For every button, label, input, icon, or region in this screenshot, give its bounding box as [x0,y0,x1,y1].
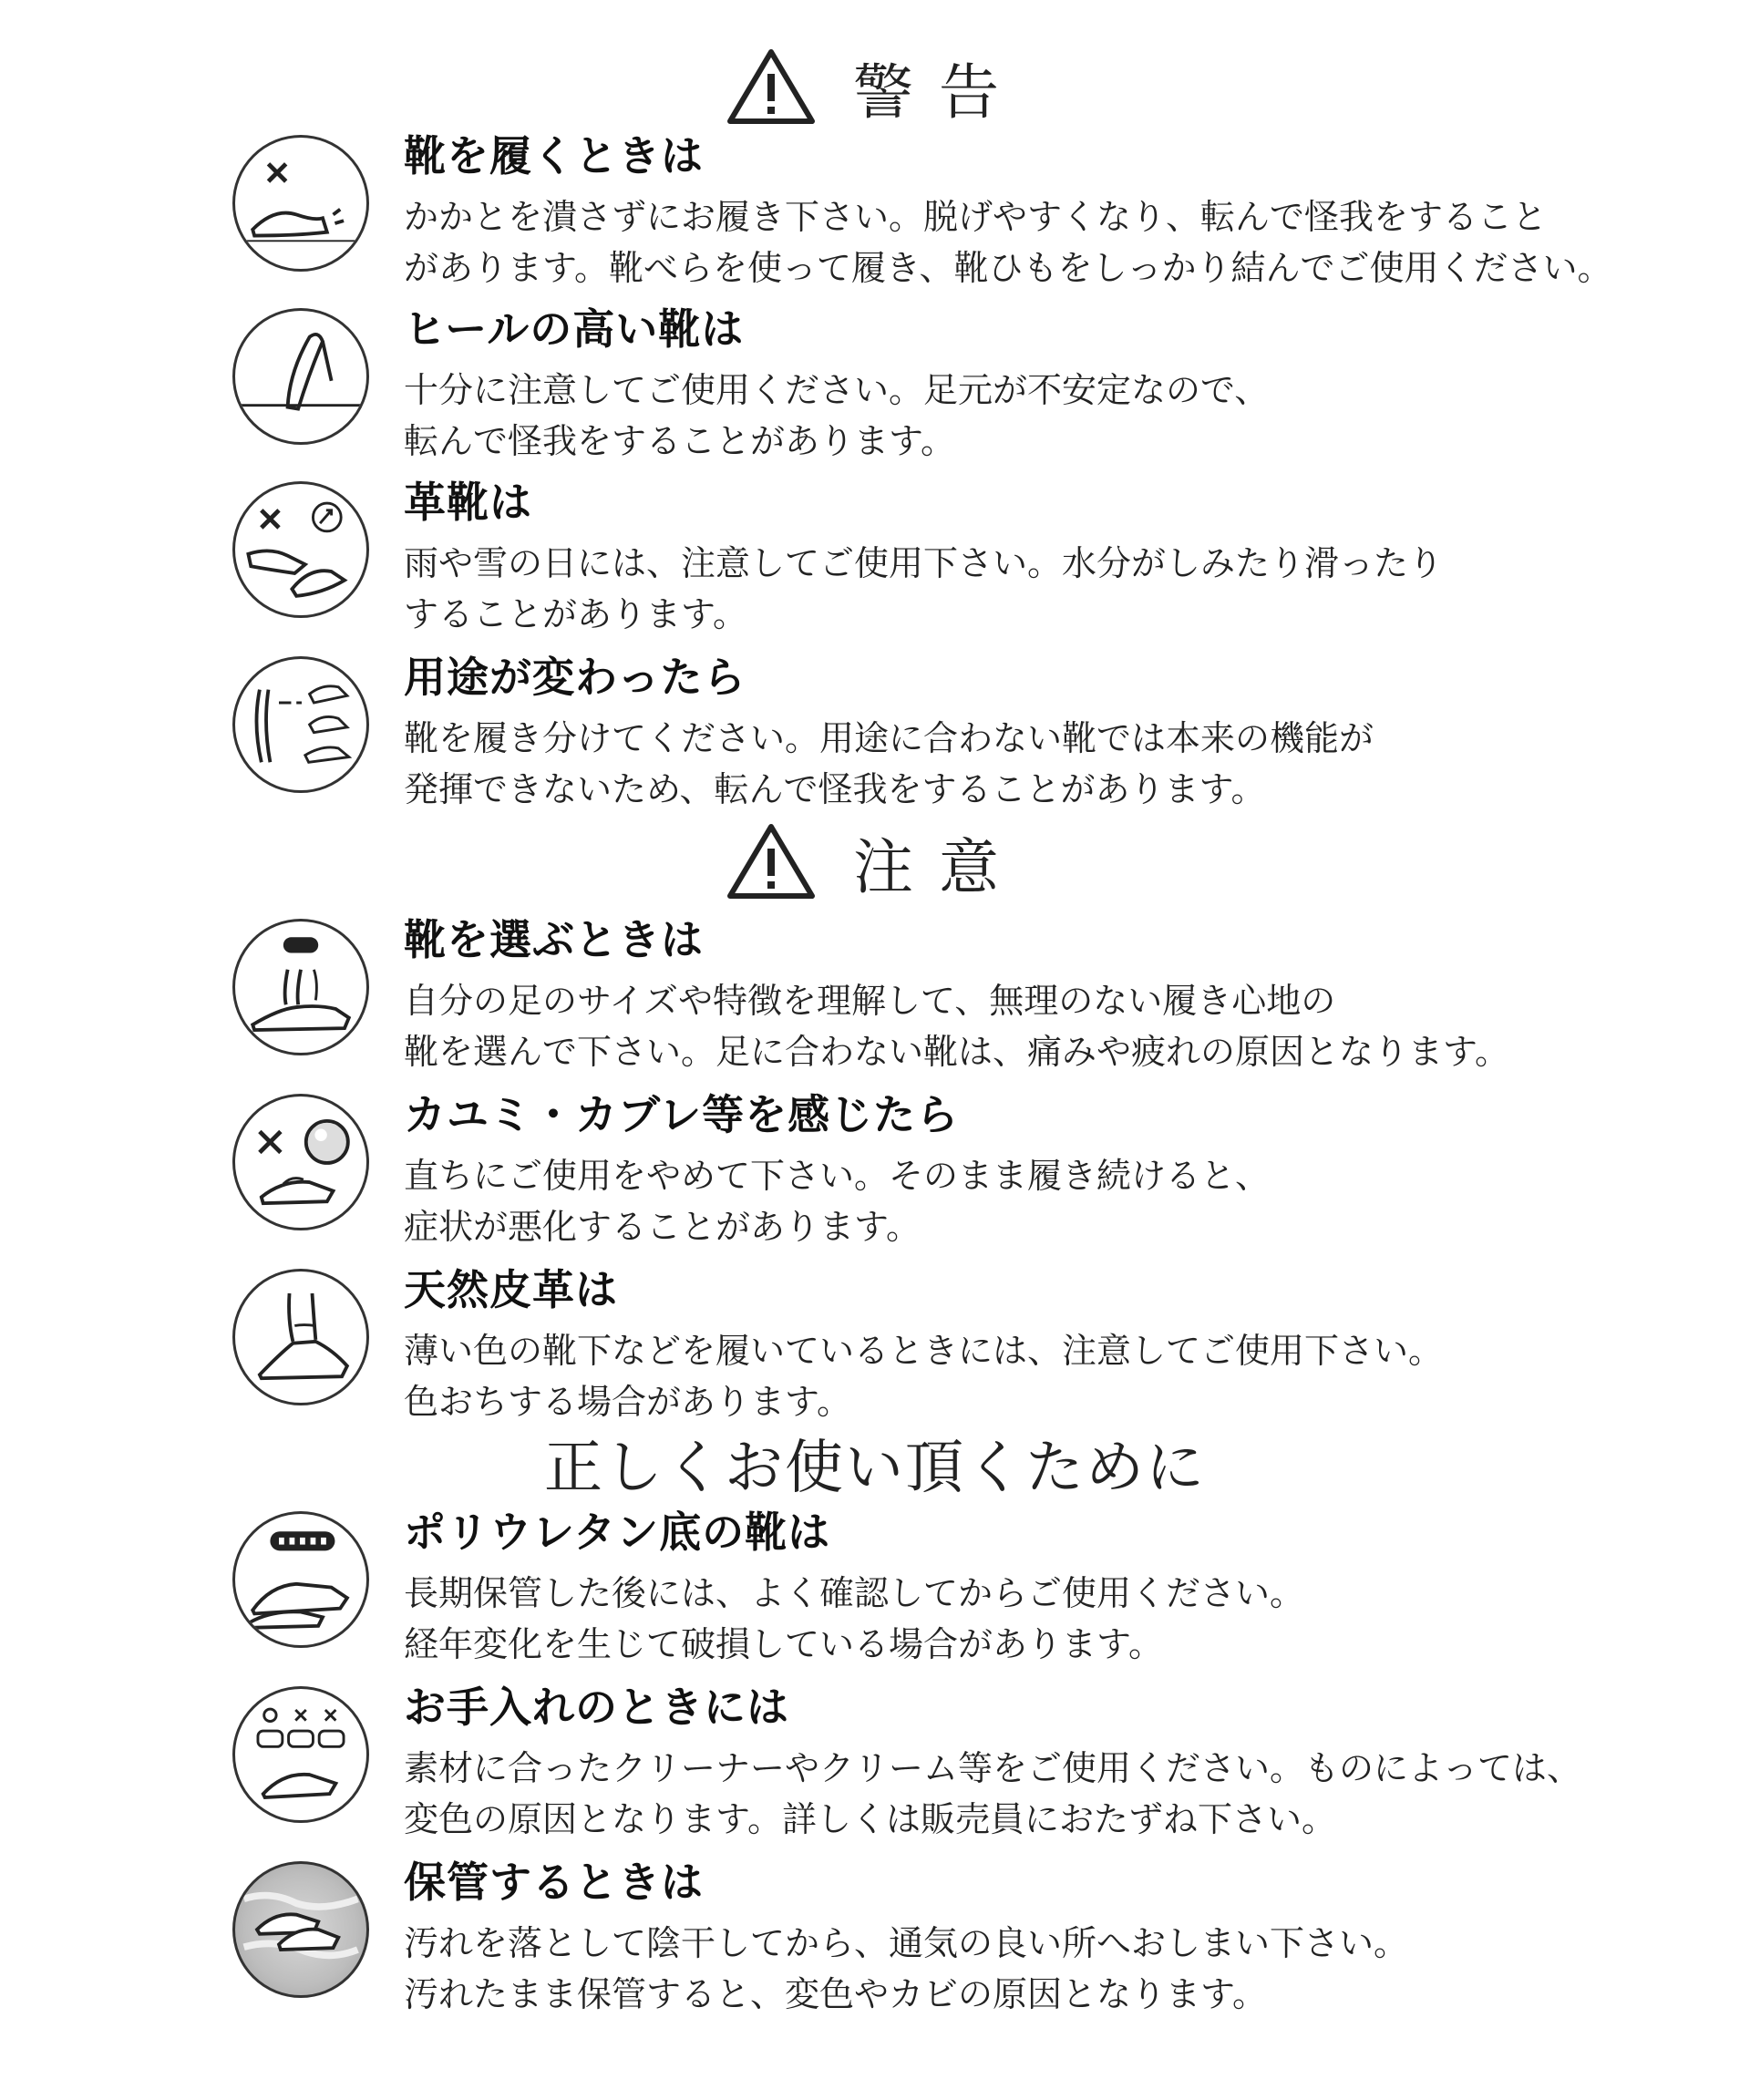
item-text: 汚れを落として陰干してから、通気の良い所へおしまい下さい。 [404,1923,1409,1963]
item-text: 汚れたまま保管すると、変色やカビの原因となります。 [404,1974,1267,2014]
item-heading: 靴を選ぶときは [404,915,704,964]
usage-item-polyurethane [232,1504,1600,1664]
natural-leather-icon [232,1269,369,1405]
item-text: 薄い色の靴下などを履いているときには、注意してご使用下さい。 [404,1331,1444,1371]
item-heading: 保管するときは [404,1858,704,1907]
shoe-storage-icon [232,1861,369,1998]
item-text: 雨や雪の日には、注意してご使用下さい。水分がしみたり滑ったり [404,543,1444,583]
warning-triangle-icon [726,46,817,127]
caution-item-leather [232,1261,1600,1422]
item-heading: ヒールの高い靴は [404,304,745,354]
item-heading: 用途が変わったら [404,653,746,702]
caution-header [0,811,1750,911]
shoe-purpose-icon [232,656,369,793]
item-text: 転んで怪我をすることがあります。 [404,421,955,461]
warning-item-purpose [232,649,1600,809]
polyurethane-sole-icon [232,1511,369,1648]
item-text: 発揮できないため、転んで怪我をすることがあります。 [404,769,1266,809]
usage-item-care [232,1679,1600,1839]
item-text: 自分の足のサイズや特徴を理解して、無理のない履き心地の [404,981,1336,1021]
warning-item-heel [232,128,1612,288]
item-text: 十分に注意してご使用ください。足元が不安定なので、 [404,370,1270,410]
usage-header [0,1413,1750,1513]
leather-shoe-rain-icon [232,481,369,618]
high-heel-icon [232,308,369,445]
item-heading: お手入れのときには [404,1683,789,1732]
caution-triangle-icon [726,821,817,901]
item-heading: ポリウレタン底の靴は [404,1508,831,1557]
blister-icon [232,1094,369,1230]
item-heading: 天然皮革は [404,1265,618,1314]
warning-header [0,36,1750,137]
shoe-care-icon [232,1686,369,1823]
caution-item-itch [232,1086,1600,1247]
item-text: 色おちする場合があります。 [404,1382,851,1422]
item-heading: 靴を履くときは [404,131,704,180]
item-text: 素材に合ったクリーナーやクリーム等をご使用ください。ものによっては、 [404,1748,1582,1788]
item-text: かかとを潰さずにお履き下さい。脱げやすくなり、転んで怪我をすること [404,197,1548,237]
caution-item-fitting [232,911,1600,1072]
warning-item-leather [232,474,1600,634]
item-text: 変色の原因となります。詳しくは販売員におたずね下さい。 [404,1799,1336,1839]
usage-item-storage [232,1854,1600,2014]
item-text: 直ちにご使用をやめて下さい。そのまま履き続けると、 [404,1156,1271,1196]
item-text: することがあります。 [404,594,747,634]
usage-title: 正しくお使い頂くために [544,1435,1206,1502]
item-text: 靴を履き分けてください。用途に合わない靴では本来の機能が [404,718,1374,758]
shoe-fitting-icon [232,919,369,1055]
item-text: 経年変化を生じて破損している場合があります。 [404,1624,1163,1664]
item-text: 症状が悪化することがあります。 [404,1207,921,1247]
caution-title: 注意 [853,831,1024,902]
item-text: 長期保管した後には、よく確認してからご使用ください。 [404,1573,1305,1613]
warning-item-high-heel [232,301,1600,461]
item-heading: カユミ・カブレ等を感じたら [404,1090,960,1139]
item-heading: 革靴は [404,478,532,527]
no-heel-crush-icon [232,135,369,272]
item-text: 靴を選んで下さい。足に合わない靴は、痛みや疲れの原因となります。 [404,1032,1509,1072]
item-text: があります。靴べらを使って履き、靴ひもをしっかり結んでご使用ください。 [404,248,1612,288]
warning-title: 警告 [853,57,1024,128]
